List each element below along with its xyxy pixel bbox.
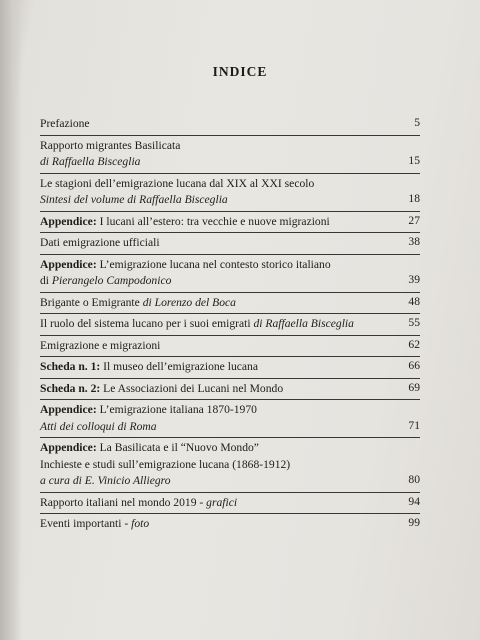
- toc-entry: [40, 378, 420, 400]
- entry-label: Scheda n. 1:: [40, 360, 101, 373]
- toc-entry: [40, 513, 420, 535]
- entry-title: Eventi importanti - foto: [40, 517, 150, 530]
- entry-note: foto: [131, 517, 150, 530]
- page-number: 38: [408, 235, 420, 248]
- entry-author: a cura di E. Vinicio Alliegro: [40, 474, 171, 487]
- entry-subtitle: Atti dei colloqui di Roma: [40, 419, 157, 433]
- page-number: 15: [408, 154, 420, 167]
- toc-entry: [40, 292, 420, 314]
- page-number: 66: [408, 359, 420, 372]
- page-number: 62: [408, 337, 420, 351]
- entry-author: di Raffaella Bisceglia: [253, 317, 354, 330]
- entry-title: Le stagioni dell’emigrazione lucana dal XIX al XXI secolo: [40, 176, 315, 190]
- entry-author: di Pierangelo Campodonico: [40, 274, 172, 287]
- entry-title: Rapporto italiani nel mondo 2019 - grafici: [40, 495, 238, 509]
- toc-entry: [40, 313, 420, 335]
- page-number: 39: [408, 273, 420, 286]
- page-number: 94: [408, 494, 420, 508]
- entry-title: Dati emigrazione ufficiali: [40, 236, 160, 249]
- toc-entry: [40, 232, 420, 254]
- entry-title: Il ruolo del sistema lucano per i suoi emigrati di Raffaella Bisceglia: [40, 317, 354, 330]
- entry-title: Prefazione: [40, 117, 90, 130]
- toc-entry: [40, 173, 420, 211]
- entry-title: Scheda n. 2: Le Associazioni dei Lucani nel Mondo: [40, 381, 284, 395]
- page-number: 18: [408, 192, 420, 205]
- entry-label: Appendice:: [40, 441, 97, 454]
- entry-label: Appendice:: [40, 403, 97, 416]
- entry-author: di Raffaella Bisceglia: [40, 155, 141, 168]
- page-number: 69: [408, 380, 420, 394]
- table-of-contents: [40, 114, 420, 535]
- page-gutter-shadow: [0, 0, 22, 640]
- entry-title: Appendice: La Basilicata e il “Nuovo Mondo”: [40, 441, 259, 454]
- toc-entry: [40, 335, 420, 357]
- entry-note: grafici: [206, 495, 238, 509]
- toc-entry: [40, 356, 420, 378]
- entry-subtitle: Inchieste e studi sull’emigrazione lucana (1868-1912): [40, 457, 291, 471]
- page-number: 99: [408, 516, 420, 529]
- entry-title: Rapporto migrantes Basilicata: [40, 138, 181, 152]
- toc-entry: [40, 211, 420, 233]
- entry-author: di Lorenzo del Boca: [142, 295, 236, 309]
- page-number: 80: [408, 473, 420, 486]
- page-number: 27: [408, 213, 420, 227]
- entry-title: Appendice: L’emigrazione lucana nel contesto storico italiano: [40, 257, 331, 271]
- page-number: 48: [408, 294, 420, 308]
- toc-entry: [40, 399, 420, 437]
- entry-label: Appendice:: [40, 214, 97, 228]
- entry-title: Appendice: I lucani all’estero: tra vecchie e nuove migrazioni: [40, 214, 330, 228]
- entry-subtitle: Sintesi del volume di Raffaella Bisceglia: [40, 193, 228, 206]
- entry-label: Appendice:: [40, 257, 97, 271]
- entry-title: Brigante o Emigrante di Lorenzo del Boca: [40, 295, 236, 309]
- page-number: 71: [408, 418, 420, 432]
- page-number: 55: [408, 316, 420, 329]
- page-number: 5: [414, 116, 420, 129]
- toc-entry: [40, 437, 420, 492]
- toc-entry: [40, 135, 420, 173]
- entry-title: Scheda n. 1: Il museo dell’emigrazione lucana: [40, 360, 258, 373]
- entry-title: Emigrazione e migrazioni: [40, 338, 161, 352]
- page-title: INDICE: [212, 64, 268, 79]
- entry-title: Appendice: L’emigrazione italiana 1870-1970: [40, 403, 257, 416]
- toc-entry: [40, 254, 420, 292]
- toc-entry: [40, 114, 420, 135]
- toc-entry: [40, 492, 420, 514]
- entry-label: Scheda n. 2:: [40, 381, 101, 395]
